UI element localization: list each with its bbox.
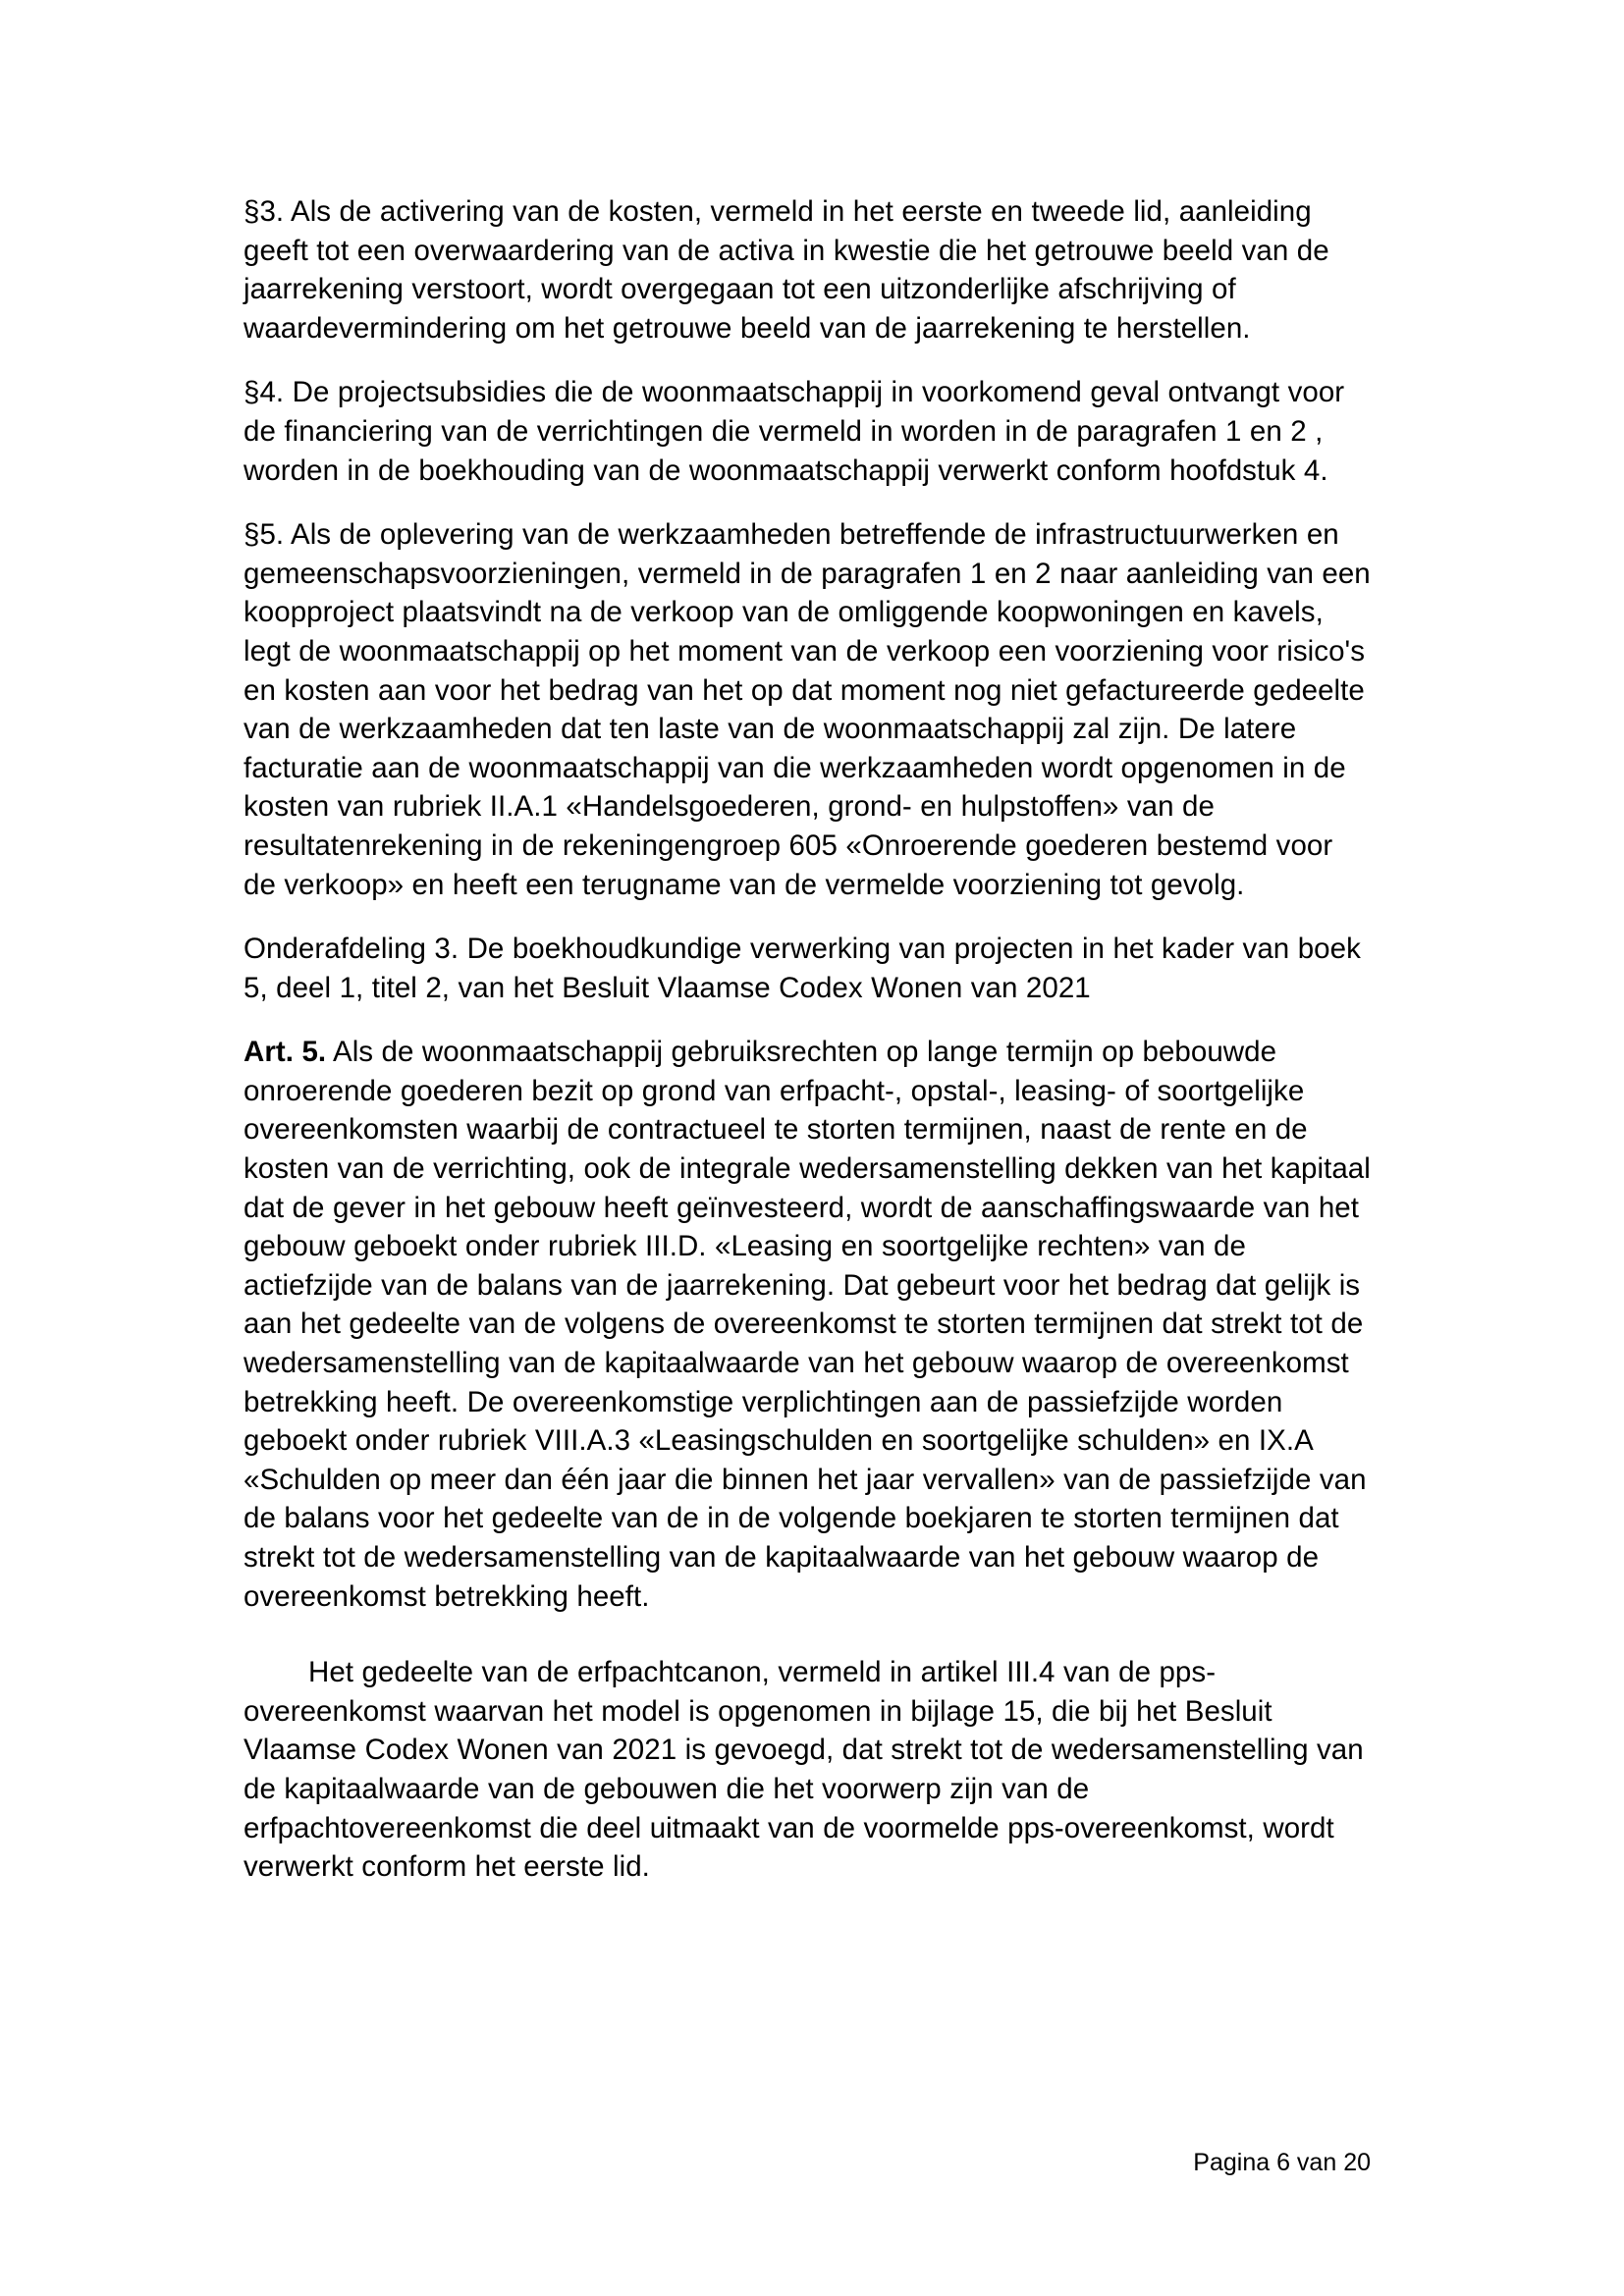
page-footer (244, 2148, 1371, 2177)
page-number-label: Pagina 6 van 20 (1193, 2149, 1371, 2176)
paragraph-5: §5. Als de oplevering van de werkzaamheden betreffende de infrastructuurwerken en gemeenschapsvoorzieningen, vermeld in de paragrafen 1 en 2 naar aanleiding van een koopproject plaatsvindt na de verkoop van de omliggende koopwoningen en kavels, legt de woonmaatschappij op het moment van de verkoop een voorziening voor risico's en kosten aan voor het bedrag van het op dat moment nog niet gefactureerde gedeelte van de werkzaamheden dat ten laste van de woonmaatschappij zal zijn. De latere facturatie aan de woonmaatschappij van die werkzaamheden wordt opgenomen in de kosten van rubriek II.A.1 «Handelsgoederen, grond- en hulpstoffen» van de resultatenrekening in de rekeningengroep 605 «Onroerende goederen bestemd voor de verkoop» en heeft een terugname van de vermelde voorziening tot gevolg. (244, 518, 1371, 901)
article-5-label: Art. 5. (244, 1036, 327, 1069)
paragraph-4: §4. De projectsubsidies die de woonmaatschappij in voorkomend geval ontvangt voor de financiering van de verrichtingen die vermeld in worden in de paragrafen 1 en 2 , worden in de boekhouding van de woonmaatschappij verwerkt conform hoofdstuk 4. (244, 376, 1345, 487)
closing-paragraph: Het gedeelte van de erfpachtcanon, vermeld in artikel III.4 van de pps-overeenkomst waarvan het model is opgenomen in bijlage 15, die bij het Besluit Vlaamse Codex Wonen van 2021 is gevoegd, dat strekt tot de wedersamenstelling van de kapitaalwaarde van de gebouwen die het voorwerp zijn van de erfpachtovereenkomst die deel uitmaakt van de voormelde pps-overeenkomst, wordt verwerkt conform het eerste lid. (244, 1656, 1364, 1884)
article-5-body: Als de woonmaatschappij gebruiksrechten op lange termijn op bebouwde onroerende goederen bezit op grond van erfpacht-, opstal-, leasing- of soortgelijke overeenkomsten waarbij de contractueel te storten termijnen, naast de rente en de kosten van de verrichting, ook de integrale wedersamenstelling dekken van het kapitaal dat de gever in het gebouw heeft geïnvesteerd, wordt de aanschaffingswaarde van het gebouw geboekt onder rubriek III.D. «Leasing en soortgelijke rechten» van de actiefzijde van de balans van de jaarrekening. Dat gebeurt voor het bedrag dat gelijk is aan het gedeelte van de volgens de overeenkomst te storten termijnen dat strekt tot de wedersamenstelling van de kapitaalwaarde van het gebouw waarop de overeenkomst betrekking heeft. De overeenkomstige verplichtingen aan de passiefzijde worden geboekt onder rubriek VIII.A.3 «Leasingschulden en soortgelijke schulden» en IX.A «Schulden op meer dan één jaar die binnen het jaar vervallen» van de passiefzijde van de balans voor het gedeelte van de in de volgende boekjaren te storten termijnen dat strekt tot de wedersamenstelling van de kapitaalwaarde van het gebouw waarop de overeenkomst betrekking heeft. (244, 1036, 1371, 1613)
subsection-heading: Onderafdeling 3. De boekhoudkundige verwerking van projecten in het kader van boek 5, deel 1, titel 2, van het Besluit Vlaamse Codex Wonen van 2021 (244, 933, 1361, 1004)
paragraph-3: §3. Als de activering van de kosten, vermeld in het eerste en tweede lid, aanleiding geeft tot een overwaardering van de activa in kwestie die het getrouwe beeld van de jaarrekening verstoort, wordt overgegaan tot een uitzonderlijke afschrijving of waardevermindering om het getrouwe beeld van de jaarrekening te herstellen. (244, 195, 1329, 345)
article-5-paragraph (244, 1033, 1371, 1616)
document-body (244, 192, 1371, 1912)
